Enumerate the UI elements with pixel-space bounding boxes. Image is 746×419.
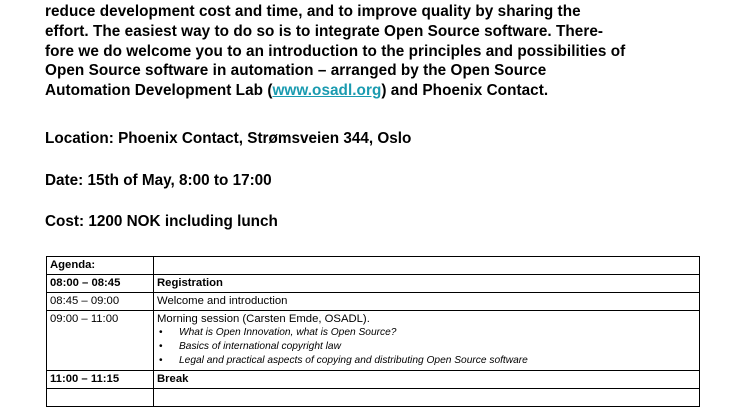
- agenda-time: 08:00 – 08:45: [47, 275, 154, 293]
- event-cost: Cost: 1200 NOK including lunch: [45, 213, 278, 230]
- agenda-time: 08:45 – 09:00: [47, 293, 154, 311]
- intro-line-5-start: Automation Development Lab (: [45, 82, 273, 100]
- table-row: [47, 293, 700, 311]
- table-row: [47, 389, 700, 407]
- agenda-header-empty: [154, 257, 700, 275]
- list-item: [157, 326, 696, 340]
- table-row: [47, 371, 700, 389]
- agenda-header: Agenda:: [47, 257, 154, 275]
- intro-line-4: Open Source software in automation – arranged by the Open Source: [45, 62, 547, 80]
- osadl-link[interactable]: www.osadl.org: [272, 82, 382, 100]
- intro-line-2: effort. The easiest way to do so is to integrate Open Source software. There-: [45, 22, 604, 40]
- bullet-icon: •: [159, 355, 163, 366]
- event-date: Date: 15th of May, 8:00 to 17:00: [45, 172, 272, 189]
- event-location: Location: Phoenix Contact, Strømsveien 344, Oslo: [45, 130, 412, 147]
- intro-paragraph: [45, 2, 685, 101]
- agenda-time-cut: [47, 389, 154, 407]
- agenda-time: 11:00 – 11:15: [47, 371, 154, 389]
- agenda-time: 09:00 – 11:00: [47, 311, 154, 371]
- list-item: [157, 354, 696, 368]
- bullet-icon: •: [159, 341, 163, 352]
- agenda-title: Registration: [154, 275, 700, 293]
- session-topics: [157, 326, 696, 368]
- agenda-table: [46, 256, 700, 407]
- bullet-icon: •: [159, 327, 163, 338]
- intro-line-3: fore we do welcome you to an introduction to the principles and possibilities of: [45, 42, 626, 60]
- list-item: [157, 340, 696, 354]
- topic-text: What is Open Innovation, what is Open Source?: [179, 327, 397, 338]
- agenda-title: Morning session (Carsten Emde, OSADL).: [157, 313, 370, 325]
- agenda-title-cut: [154, 389, 700, 407]
- agenda-title: Welcome and introduction: [154, 293, 700, 311]
- intro-line-5: [45, 81, 685, 101]
- intro-line-1: reduce development cost and time, and to improve quality by sharing the: [45, 3, 581, 20]
- agenda-session: [154, 311, 700, 371]
- intro-line-5-end: ) and Phoenix Contact.: [381, 82, 549, 100]
- table-row: [47, 311, 700, 371]
- topic-text: Basics of international copyright law: [179, 341, 341, 352]
- topic-text: Legal and practical aspects of copying and distributing Open Source software: [179, 355, 528, 366]
- agenda-title: Break: [154, 371, 700, 389]
- table-row: [47, 275, 700, 293]
- agenda-header-row: [47, 257, 700, 275]
